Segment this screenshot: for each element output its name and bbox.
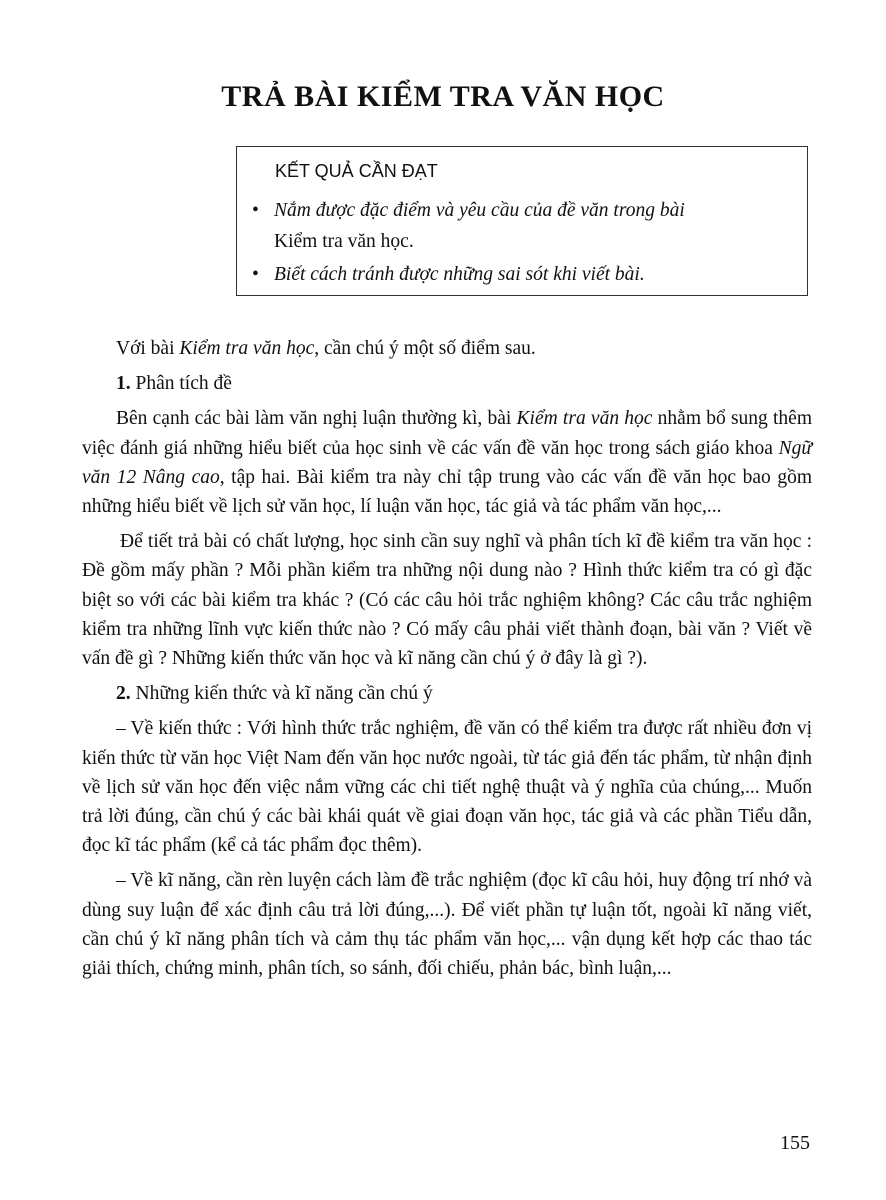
section-1-paragraph-2: Để tiết trả bài có chất lượng, học sinh cần suy nghĩ và phân tích kĩ đề kiểm tra văn học : Đề gồm mấy phần ? Mỗi phần kiểm tra những nội dung nào ? Hình thức kiểm tra có gì đặc biệt so với các bài kiểm tra khác ? (Có các câu hỏi trắc nghiệm không? Các câu trắc nghiệm kiểm tra những lĩnh vực kiến thức nào ? Có mấy câu phải viết thành đoạn, bài văn ? Viết về vấn đề gì ? Những kiến thức văn học và kĩ năng cần chú ý ở đây là gì ?). (82, 531, 812, 670)
section-1-paragraph-1: Bên cạnh các bài làm văn nghị luận thường kì, bài Kiểm tra văn học nhằm bổ sung thêm việc đánh giá những hiểu biết của học sinh về các vấn đề văn học trong sách giáo khoa Ngữ văn 12 Nâng cao, tập hai. Bài kiểm tra này chỉ tập trung vào các vấn đề văn học bao gồm những hiểu biết về lịch sử văn học, lí luận văn học, tác giả và tác phẩm văn học,... (82, 408, 813, 518)
body-text (82, 334, 812, 989)
objective-2-text: Biết cách tránh được những sai sót khi viết bài. (274, 264, 645, 285)
objectives-box (236, 146, 808, 296)
bullet-icon: • (252, 264, 259, 285)
section-2-paragraph-1: – Về kiến thức : Với hình thức trắc nghiệm, đề văn có thể kiểm tra được rất nhiều đơn vị kiến thức từ văn học Việt Nam đến văn học nước ngoài, từ tác giả đến tác phẩm, từ nhận định về lịch sử văn học đến việc nắm vững các chi tiết nghệ thuật và ý nghĩa của chúng,... Muốn trả lời đúng, cần chú ý các bài khái quát về giai đoạn văn học, tác giả và các phần Tiểu dẫn, đọc kĩ tác phẩm (kể cả tác phẩm đọc thêm). (82, 718, 812, 857)
section-2-heading: 2. Những kiến thức và kĩ năng cần chú ý (116, 683, 433, 705)
intro-paragraph: Với bài Kiểm tra văn học, cần chú ý một số điểm sau. (116, 338, 536, 359)
objective-1-italic: Nắm được đặc điểm và yêu cầu của đề văn trong bài (274, 200, 685, 221)
page-title: TRẢ BÀI KIỂM TRA VĂN HỌC (221, 80, 665, 113)
objective-item-1 (252, 195, 786, 257)
page-number: 155 (780, 1132, 810, 1154)
section-2-paragraph-2: – Về kĩ năng, cần rèn luyện cách làm đề trắc nghiệm (đọc kĩ câu hỏi, huy động trí nhớ và dùng suy luận để xác định câu trả lời đúng,...). Để viết phần tự luận tốt, ngoài kĩ năng viết, cần chú ý kĩ năng phân tích và cảm thụ tác phẩm văn học,... vận dụng kết hợp các thao tác giải thích, chứng minh, phân tích, so sánh, đối chiếu, phản bác, bình luận,... (82, 870, 812, 980)
section-1-heading: 1. Phân tích đề (116, 373, 232, 395)
objective-1-plain: Kiểm tra văn học. (274, 231, 414, 252)
objectives-heading: KẾT QUẢ CẦN ĐẠT (275, 161, 438, 181)
objective-item-2 (252, 259, 786, 290)
bullet-icon: • (252, 200, 259, 221)
